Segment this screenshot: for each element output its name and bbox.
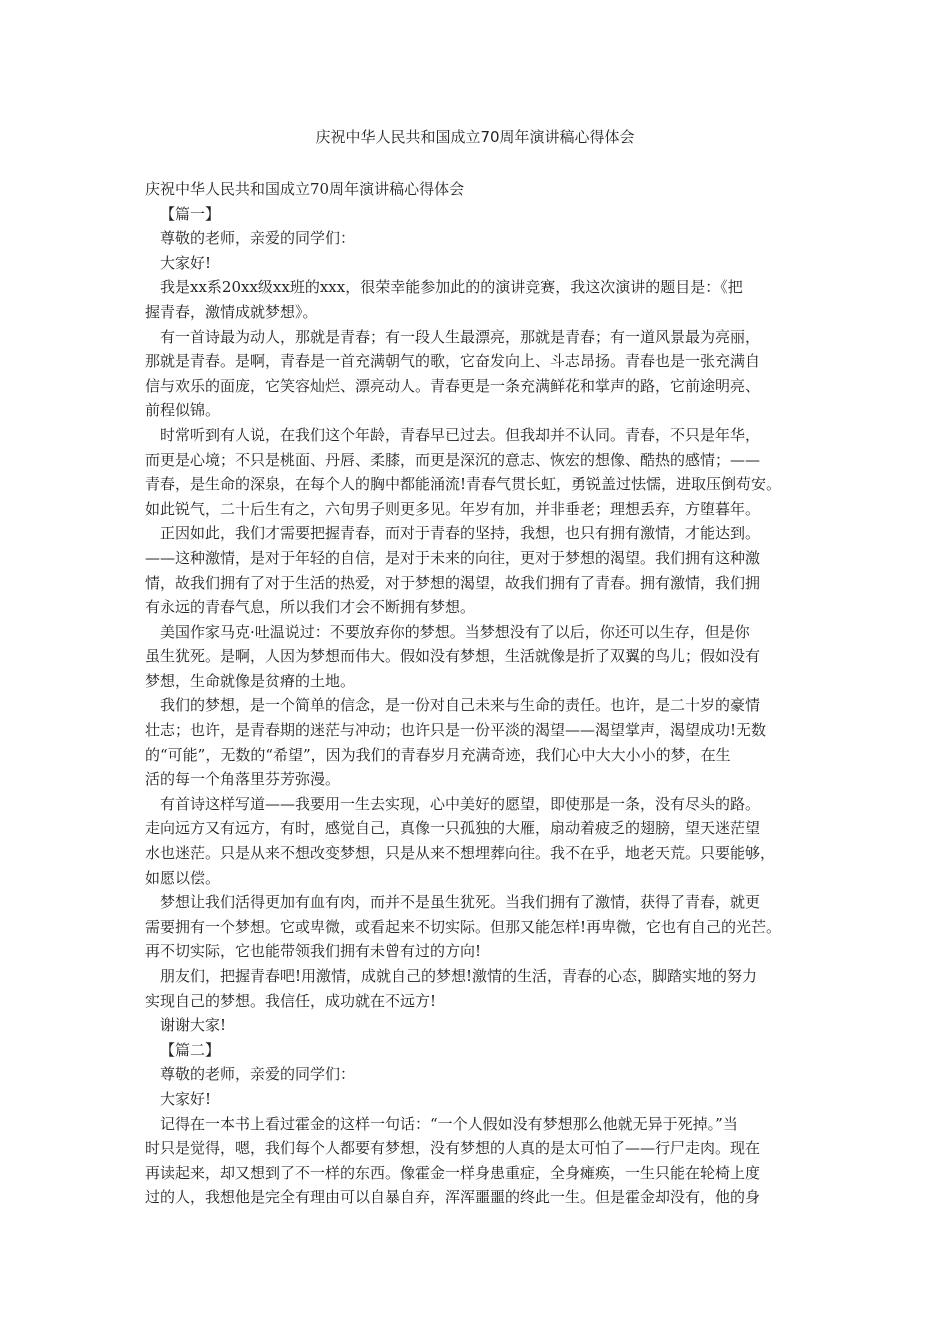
text-line: 美国作家马克·吐温说过：不要放弃你的梦想。当梦想没有了以后，你还可以生存，但是你 [160, 622, 750, 641]
text-line: 梦想，生命就像是贫瘠的土地。 [145, 671, 356, 690]
text-line: 那就是青春。是啊，青春是一首充满朝气的歌，它奋发向上、斗志昂扬。青春也是一张充满自 [145, 352, 761, 371]
page-title: 庆祝中华人民共和国成立70周年演讲稿心得体会 [315, 128, 635, 146]
text-line: 有首诗这样写道——我要用一生去实现，心中美好的愿望，即使那是一条，没有尽头的路。 [160, 794, 761, 813]
text-line: 信与欢乐的面庞，它笑容灿烂、漂亮动人。青春更是一条充满鲜花和掌声的路，它前途明亮、 [145, 376, 761, 395]
text-line: 再读起来，却又想到了不一样的东西。像霍金一样身患重症，全身瘫痪，一生只能在轮椅上度 [145, 1163, 761, 1182]
text-line: 情，故我们拥有了对于生活的热爱，对于梦想的渴望，故我们拥有了青春。拥有激情，我们拥 [145, 573, 761, 592]
text-line: 正因如此，我们才需要把握青春，而对于青春的坚持，我想，也只有拥有激情，才能达到。 [160, 524, 761, 543]
text-line: 【篇一】 [160, 204, 221, 223]
text-line: 庆祝中华人民共和国成立70周年演讲稿心得体会 [145, 180, 465, 198]
text-line: 梦想让我们活得更加有血有肉，而并不是虽生犹死。当我们拥有了激情，获得了青春，就更 [160, 893, 761, 912]
text-line: 过的人，我想他是完全有理由可以自暴自弃，浑浑噩噩的终此一生。但是霍金却没有，他的身 [145, 1188, 761, 1207]
text-line: 实现自己的梦想。我信任，成功就在不远方! [145, 991, 437, 1010]
text-line: 如愿以偿。 [145, 868, 221, 887]
text-line: 尊敬的老师，亲爱的同学们： [160, 1065, 356, 1084]
text-line: 时常听到有人说，在我们这个年龄，青春早已过去。但我却并不认同。青春，不只是年华， [160, 425, 761, 444]
text-line: 活的每一个角落里芬芳弥漫。 [145, 770, 341, 789]
text-line: 虽生犹死。是啊，人因为梦想而伟大。假如没有梦想，生活就像是折了双翼的鸟儿；假如没有 [145, 647, 761, 666]
text-line: 水也迷茫。只是从来不想改变梦想，只是从来不想埋葬向往。我不在乎，地老天荒。只要能够， [145, 844, 776, 863]
text-line: ——这种激情，是对于年轻的自信，是对于未来的向往，更对于梦想的渴望。我们拥有这种激 [145, 548, 761, 567]
text-line: 的“可能”，无数的“希望”，因为我们的青春岁月充满奇迹，我们心中大大小小的梦，在生 [145, 745, 731, 764]
text-line: 我是xx系20xx级xx班的xxx，很荣幸能参加此的的演讲竞赛，我这次演讲的题目是：《把 [160, 278, 743, 297]
text-line: 时只是觉得，嗯，我们每个人都要有梦想，没有梦想的人真的是太可怕了——行尸走肉。现在 [145, 1139, 761, 1158]
text-line: 大家好! [160, 253, 212, 272]
text-line: 朋友们，把握青春吧!用激情，成就自己的梦想!激情的生活，青春的心态，脚踏实地的努力 [160, 967, 758, 985]
text-line: 记得在一本书上看过霍金的这样一句话：“一个人假如没有梦想那么他就无异于死掉。”当 [160, 1114, 738, 1133]
text-line: 我们的梦想，是一个简单的信念，是一份对自己未来与生命的责任。也许，是二十岁的豪情 [160, 696, 761, 715]
text-line: 尊敬的老师，亲爱的同学们： [160, 229, 356, 248]
text-line: 如此锐气，二十后生有之，六旬男子则更多见。年岁有加，并非垂老；理想丢弃，方堕暮年。 [145, 499, 761, 518]
text-line: 壮志；也许，是青春期的迷茫与冲动；也许只是一份平淡的渴望——渴望掌声，渴望成功!无数 [145, 721, 767, 740]
text-line: 谢谢大家! [160, 1016, 227, 1035]
text-line: 走向远方又有远方，有时，感觉自己，真像一只孤独的大雁，扇动着疲乏的翅膀，望天迷茫望 [145, 819, 761, 838]
text-line: 有一首诗最为动人，那就是青春；有一段人生最漂亮，那就是青春；有一道风景最为亮丽， [160, 327, 761, 346]
text-line: 前程似锦。 [145, 401, 221, 420]
text-line: 【篇二】 [160, 1040, 221, 1059]
text-line: 再不切实际，它也能带领我们拥有未曾有过的方向! [145, 942, 482, 961]
text-line: 青春，是生命的深泉，在每个人的胸中都能涌流!青春气贯长虹，勇锐盖过怯懦，进取压倒苟安。 [145, 475, 782, 494]
text-line: 需要拥有一个梦想。它或卑微，或看起来不切实际。但那又能怎样!再卑微，它也有自己的光芒。 [145, 917, 782, 936]
text-line: 大家好! [160, 1089, 212, 1108]
text-line: 有永远的青春气息，所以我们才会不断拥有梦想。 [145, 598, 476, 617]
text-line: 而更是心境；不只是桃面、丹唇、柔膝，而更是深沉的意志、恢宏的想像、酷热的感情；—— [145, 450, 761, 469]
document-body [145, 177, 825, 1210]
text-line: 握青春，激情成就梦想》。 [145, 302, 318, 321]
